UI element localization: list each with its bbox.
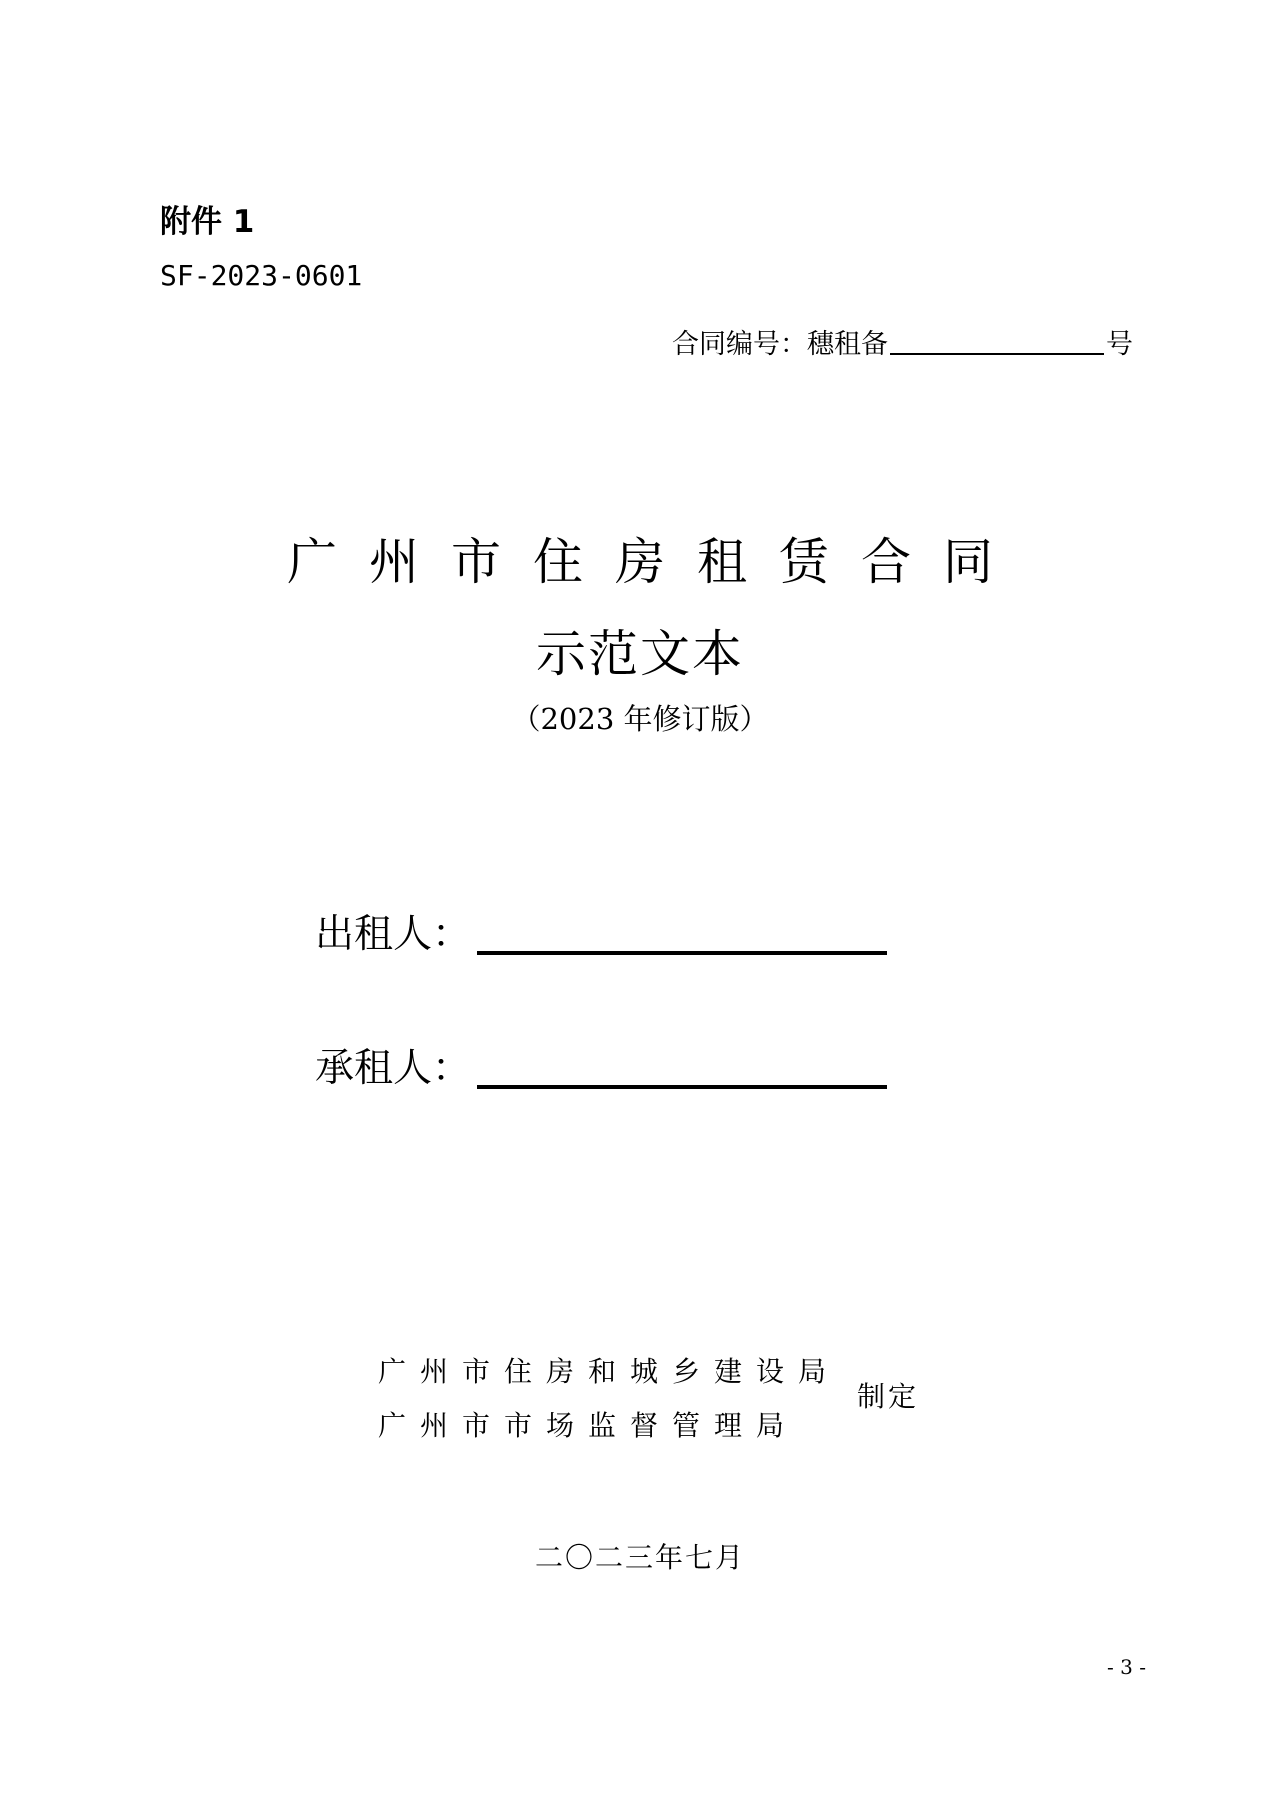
document-code: SF-2023-0601: [160, 259, 363, 292]
page-number: - 3 -: [1107, 1655, 1146, 1679]
contract-number-label: 合同编号：穗租备: [672, 329, 888, 360]
lessee-label: 承租人：: [315, 1046, 472, 1091]
lessee-field: [315, 1037, 887, 1093]
issuing-authorities: [378, 1345, 840, 1453]
attachment-label: 附件 1: [160, 204, 255, 240]
lessor-blank-line: [477, 921, 887, 955]
contract-number-blank: [890, 327, 1104, 355]
lessor-field: [315, 903, 887, 959]
document-subtitle: 示范文本: [536, 625, 744, 683]
lessee-blank-line: [477, 1055, 887, 1089]
issuer-housing-bureau: 广州市住房和城乡建设局: [378, 1355, 841, 1388]
contract-number: [672, 322, 1133, 361]
made-by-label: 制定: [857, 1380, 920, 1413]
document-version: （2023 年修订版）: [511, 702, 769, 736]
issuer-market-bureau: 广州市市场监督管理局: [378, 1409, 799, 1442]
issue-date: 二〇二三年七月: [534, 1541, 745, 1574]
contract-number-suffix: 号: [1106, 329, 1133, 360]
lessor-label: 出租人：: [315, 912, 472, 957]
document-title: 广州市住房租赁合同: [287, 533, 1025, 591]
